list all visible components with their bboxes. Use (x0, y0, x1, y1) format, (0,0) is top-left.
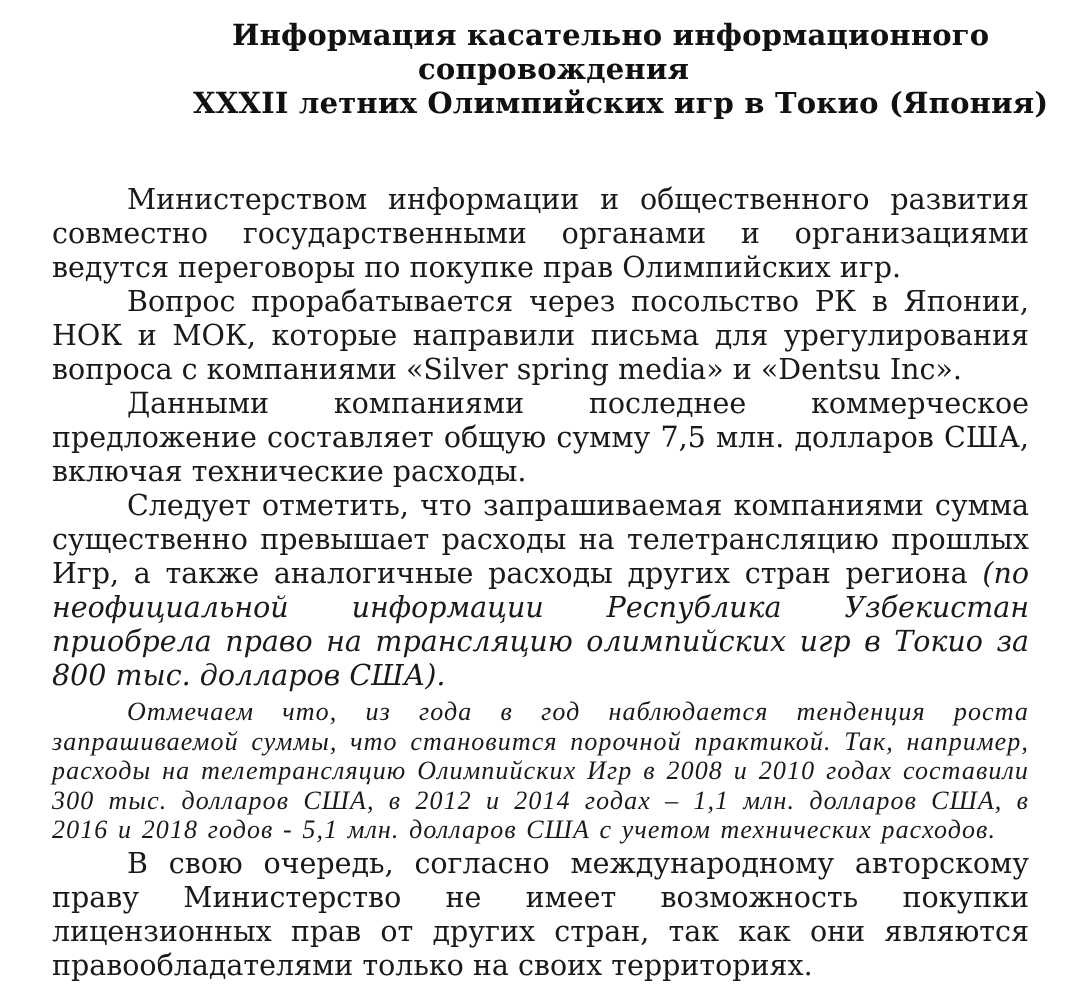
title-line-2: сопровождения (418, 52, 690, 86)
paragraph-comparison (52, 489, 1029, 693)
paragraph-trend-note: Отмечаем что, из года в год наблюдается тенденция роста запрашиваемой суммы, что становится порочной практикой. Так, например, расходы на телетрансляцию Олимпийских Игр в 2008 и 2010 годах составили 300 тыс. долларов США, в 2012 и 2014 годах – 1,1 млн. долларов США, в 2016 и 2018 годов - 5,1 млн. долларов США с учетом технических расходов. (52, 697, 1029, 844)
title-line-3: XXXII летних Олимпийских игр в Токио (Япония) (193, 86, 1049, 120)
title-line-1: Информация касательно информационного (232, 18, 990, 52)
paragraph-comparison-text: Следует отметить, что запрашиваемая компаниями сумма существенно превышает расходы на телетрансляцию прошлых Игр, а также аналогичные расходы других стран региона (52, 489, 1029, 590)
paragraph-offer: Данными компаниями последнее коммерческое предложение составляет общую сумму 7,5 млн. долларов США, включая технические расходы. (52, 387, 1029, 488)
paragraph-embassy: Вопрос прорабатывается через посольство РК в Японии, НОК и МОК, которые направили письма для урегулирования вопроса с компаниями «Silver spring media» и «Dentsu Inc». (52, 285, 1029, 386)
paragraph-copyright: В свою очередь, согласно международному авторскому праву Министерство не имеет возможность покупки лицензионных прав от других стран, так как они являются правообладателями только на своих территориях. (52, 846, 1029, 982)
paragraph-comparison-italic: (по неофициальной информации Республика Узбекистан приобрела право на трансляцию олимпийских игр в Токио за 800 тыс. долларов США). (52, 557, 1029, 692)
document-body (52, 183, 1029, 983)
paragraph-negotiations: Министерством информации и общественного развития совместно государственными органами и организациями ведутся переговоры по покупке прав Олимпийских игр. (52, 183, 1029, 284)
